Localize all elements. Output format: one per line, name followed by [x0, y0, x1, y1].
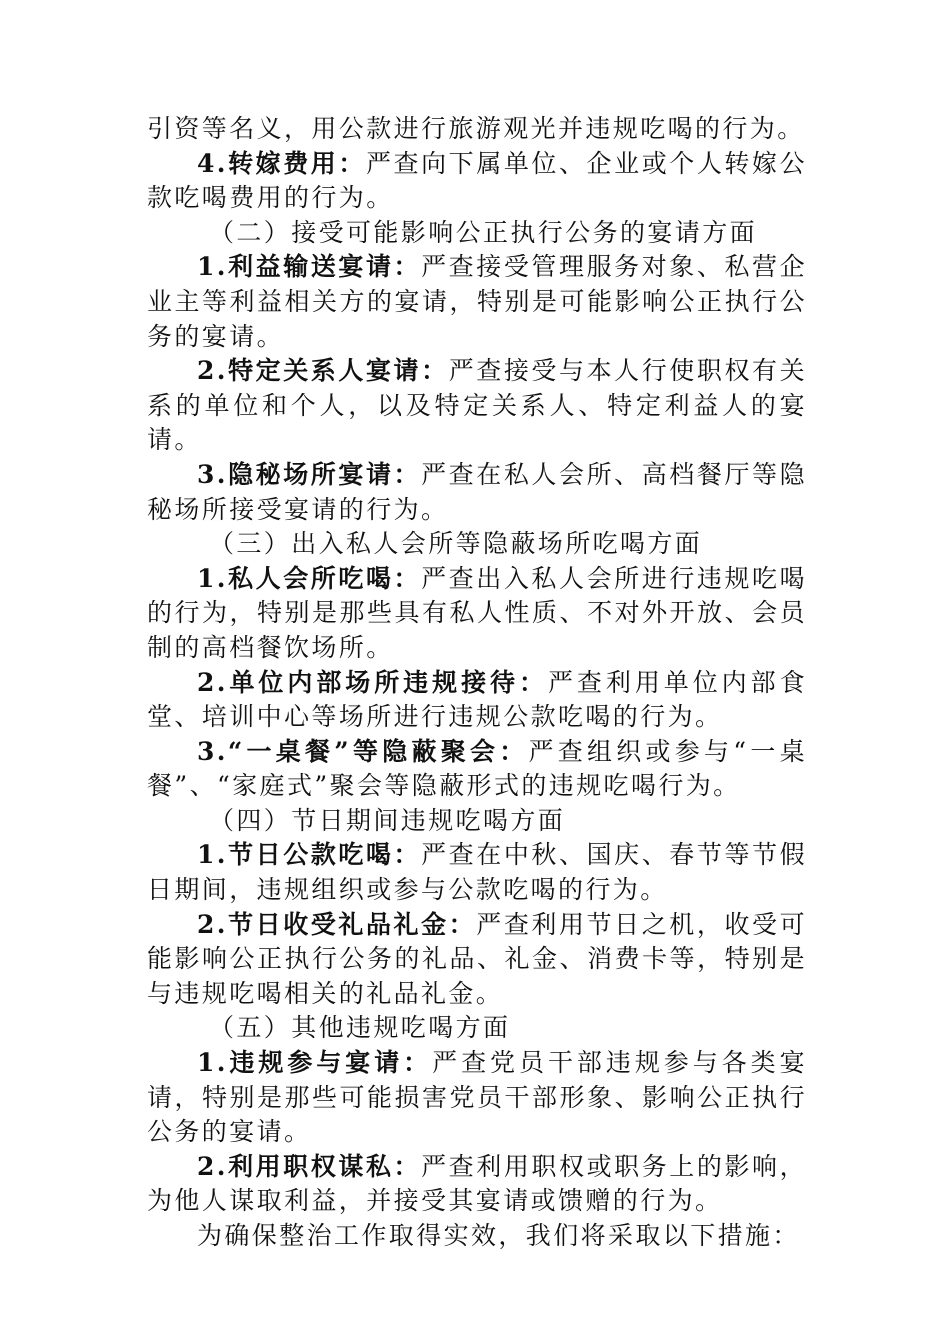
- item-paragraph: [147, 1150, 807, 1219]
- item-heading: 4.转嫁费用：: [197, 148, 366, 178]
- item-paragraph: [147, 838, 807, 907]
- item-heading: 3.隐秘场所宴请：: [197, 459, 422, 489]
- item-text: 严查利用职权或职务上的影响，为他人谋取利益，并接受其宴请或馈赠的行为。: [147, 1151, 807, 1216]
- section-heading-text: （二）接受可能影响公正执行公务的宴请方面: [209, 217, 758, 247]
- paragraph-text: 为确保整治工作取得实效，我们将采取以下措施：: [197, 1221, 800, 1250]
- item-paragraph: [147, 1046, 807, 1150]
- item-paragraph: [147, 458, 807, 527]
- item-heading: 1.违规参与宴请：: [197, 1048, 433, 1078]
- section-heading: [147, 1011, 807, 1046]
- item-heading: 2.单位内部场所违规接待：: [197, 667, 548, 697]
- item-paragraph: [147, 666, 807, 735]
- section-heading: [147, 527, 807, 562]
- document-body: [147, 112, 807, 1254]
- item-heading: 2.利用职权谋私：: [197, 1151, 422, 1181]
- section-heading: [147, 216, 807, 251]
- item-text: 严查组织或参与“一桌餐”、“家庭式”聚会等隐蔽形式的违规吃喝行为。: [147, 736, 807, 801]
- item-text: 严查利用单位内部食堂、培训中心等场所进行违规公款吃喝的行为。: [147, 667, 807, 732]
- item-heading: 2.节日收受礼品礼金：: [197, 909, 477, 939]
- item-text: 严查出入私人会所进行违规吃喝的行为，特别是那些具有私人性质、不对外开放、会员制的高档餐饮场所。: [147, 563, 807, 662]
- item-paragraph: [147, 908, 807, 1012]
- paragraph-text: 引资等名义，用公款进行旅游观光并违规吃喝的行为。: [147, 114, 805, 143]
- item-text: 严查接受管理服务对象、私营企业主等利益相关方的宴请，特别是可能影响公正执行公务的宴请。: [147, 252, 807, 351]
- item-text: 严查党员干部违规参与各类宴请，特别是那些可能损害党员干部形象、影响公正执行公务的宴请。: [147, 1048, 807, 1147]
- item-paragraph: [147, 250, 807, 354]
- item-text: 严查利用节日之机，收受可能影响公正执行公务的礼品、礼金、消费卡等，特别是与违规吃喝相关的礼品礼金。: [147, 909, 807, 1008]
- item-text: 严查在中秋、国庆、春节等节假日期间，违规组织或参与公款吃喝的行为。: [147, 840, 807, 905]
- paragraph-continuation: [147, 112, 807, 147]
- item-heading: 1.利益输送宴请：: [197, 252, 422, 282]
- item-heading: 3.“一桌餐”等隐蔽聚会：: [197, 736, 529, 766]
- item-heading: 1.节日公款吃喝：: [197, 840, 422, 870]
- closing-paragraph: [147, 1219, 807, 1254]
- item-paragraph: [147, 354, 807, 458]
- section-heading-text: （三）出入私人会所等隐蔽场所吃喝方面: [209, 529, 703, 559]
- item-paragraph: [147, 562, 807, 666]
- section-heading: [147, 804, 807, 839]
- section-heading-text: （四）节日期间违规吃喝方面: [209, 805, 566, 835]
- item-text: 严查接受与本人行使职权有关系的单位和个人，以及特定关系人、特定利益人的宴请。: [147, 356, 807, 455]
- item-text: 严查在私人会所、高档餐厅等隐秘场所接受宴请的行为。: [147, 459, 807, 524]
- item-text: 严查向下属单位、企业或个人转嫁公款吃喝费用的行为。: [147, 148, 807, 213]
- section-heading-text: （五）其他违规吃喝方面: [209, 1013, 511, 1043]
- item-paragraph: [147, 735, 807, 804]
- item-paragraph: [147, 147, 807, 216]
- item-heading: 1.私人会所吃喝：: [197, 563, 422, 593]
- item-heading: 2.特定关系人宴请：: [197, 356, 449, 386]
